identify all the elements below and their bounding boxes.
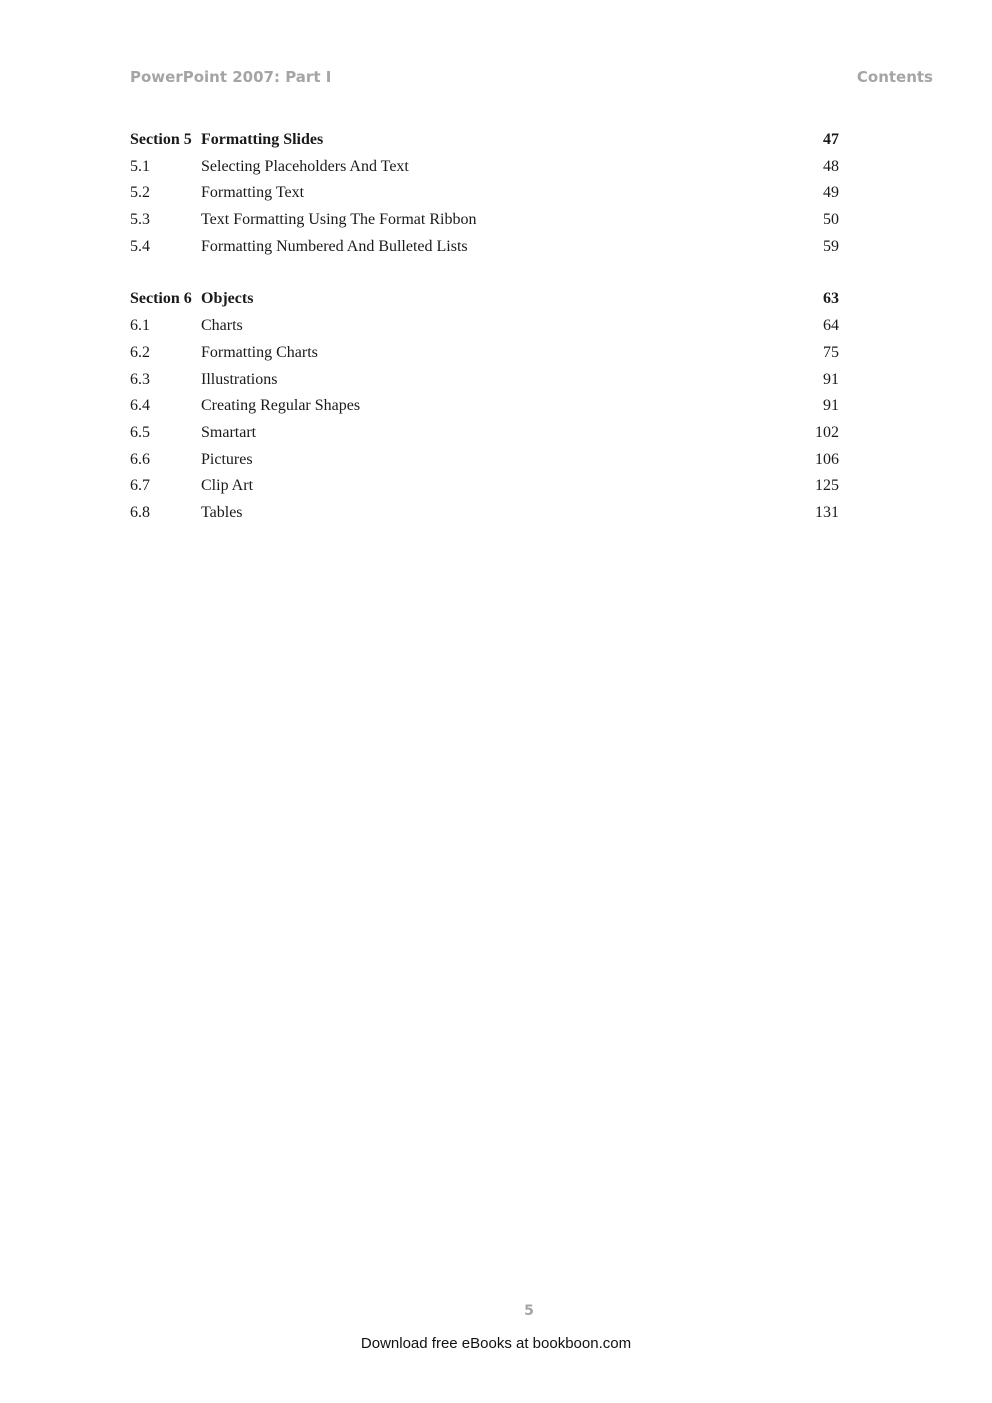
entry-page: 102 (815, 423, 839, 441)
entry-number: 6.6 (130, 450, 150, 468)
entry-number: 5.3 (130, 211, 150, 229)
page-number: 5 (524, 1303, 534, 1319)
entry-number: 5.4 (130, 237, 150, 255)
toc-section-6 (130, 286, 839, 526)
toc-entry[interactable] (130, 207, 839, 234)
section-title: Objects (201, 290, 254, 308)
entry-page: 59 (823, 237, 839, 255)
entry-page: 91 (823, 397, 839, 415)
entry-number: 5.1 (130, 157, 150, 175)
entry-number: 6.1 (130, 317, 150, 335)
toc-entry[interactable] (130, 234, 839, 261)
entry-page: 91 (823, 370, 839, 388)
entry-page: 106 (815, 450, 839, 468)
entry-page: 125 (815, 477, 839, 495)
entry-title: Selecting Placeholders And Text (201, 157, 409, 175)
entry-page: 75 (823, 343, 839, 361)
toc-entry[interactable] (130, 420, 839, 447)
toc-section-heading[interactable] (130, 127, 839, 154)
toc-entry[interactable] (130, 393, 839, 420)
entry-title: Formatting Numbered And Bulleted Lists (201, 237, 468, 255)
entry-title: Pictures (201, 450, 253, 468)
toc-entry[interactable] (130, 367, 839, 394)
entry-number: 5.2 (130, 184, 150, 202)
entry-title: Tables (201, 503, 243, 521)
section-page: 63 (823, 290, 839, 308)
toc-section-heading[interactable] (130, 286, 839, 313)
entry-number: 6.8 (130, 503, 150, 521)
entry-title: Smartart (201, 423, 257, 441)
entry-number: 6.3 (130, 370, 150, 388)
header-chapter-title: Contents (856, 68, 933, 86)
running-header (130, 68, 933, 92)
toc-entry[interactable] (130, 180, 839, 207)
toc-entry[interactable] (130, 447, 839, 474)
entry-title: Formatting Charts (201, 343, 318, 361)
entry-page: 131 (815, 503, 839, 521)
entry-page: 64 (823, 317, 839, 335)
entry-title: Clip Art (201, 477, 254, 495)
table-of-contents (130, 127, 839, 553)
section-page: 47 (823, 131, 839, 148)
toc-entry[interactable] (130, 313, 839, 340)
header-book-title: PowerPoint 2007: Part I (130, 68, 332, 86)
toc-entry[interactable] (130, 473, 839, 500)
entry-number: 6.7 (130, 477, 150, 495)
toc-entry[interactable] (130, 340, 839, 367)
entry-number: 6.4 (130, 397, 150, 415)
entry-number: 6.2 (130, 343, 150, 361)
entry-title: Creating Regular Shapes (201, 397, 361, 415)
section-title: Formatting Slides (201, 131, 324, 148)
toc-entry[interactable] (130, 154, 839, 181)
section-number: Section 6 (130, 290, 192, 308)
entry-page: 48 (823, 157, 839, 175)
entry-title: Formatting Text (201, 184, 305, 202)
toc-section-5 (130, 127, 839, 260)
entry-title: Charts (201, 317, 243, 335)
download-link[interactable]: Download free eBooks at bookboon.com (360, 1335, 632, 1352)
toc-entry[interactable] (130, 500, 839, 527)
entry-page: 49 (823, 184, 839, 202)
entry-title: Text Formatting Using The Format Ribbon (201, 211, 477, 229)
section-number: Section 5 (130, 131, 192, 148)
entry-number: 6.5 (130, 423, 150, 441)
entry-title: Illustrations (201, 370, 278, 388)
entry-page: 50 (823, 211, 839, 229)
